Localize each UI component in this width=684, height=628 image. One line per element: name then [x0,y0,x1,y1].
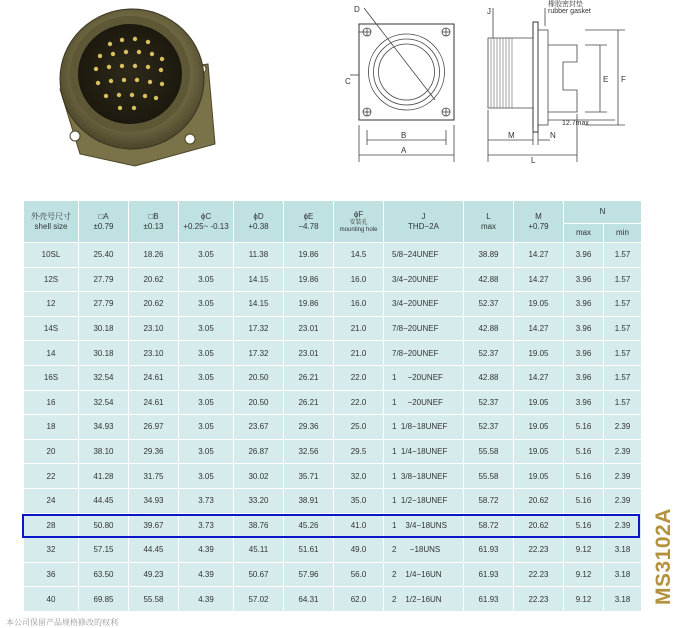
table-cell: 19.05 [514,390,564,415]
table-cell: 3.05 [179,316,234,341]
table-cell: 3.96 [564,243,604,268]
table-cell: 5.16 [564,464,604,489]
table-row [24,243,642,268]
table-cell: 52.37 [464,341,514,366]
table-cell: 26.21 [284,390,334,415]
label-f: F [621,75,626,84]
table-cell: 30.18 [79,316,129,341]
table-cell: 7/8−20UNEF [384,316,464,341]
table-cell: 55.58 [464,464,514,489]
table-cell: 2 1/4−16UN [384,562,464,587]
table-cell: 20 [24,439,79,464]
table-cell: 36 [24,562,79,587]
table-cell: 1 −20UNEF [384,390,464,415]
table-cell: 21.0 [334,341,384,366]
table-cell: 64.31 [284,587,334,612]
model-title: MS3102A [652,508,675,605]
table-cell: 27.79 [79,292,129,317]
table-cell: 1.57 [604,292,642,317]
header-shell-size: 外壳号尺寸 shell size [24,201,79,243]
table-cell: 29.36 [284,415,334,440]
table-cell: 38.91 [284,488,334,513]
table-cell: 19.86 [284,267,334,292]
table-cell: 3.96 [564,292,604,317]
table-cell: 42.88 [464,316,514,341]
table-cell: 22 [24,464,79,489]
table-cell: 35.0 [334,488,384,513]
table-cell: 16.0 [334,292,384,317]
table-cell: 1 1/4−18UNEF [384,439,464,464]
table-cell: 62.0 [334,587,384,612]
table-cell: 3/4−20UNEF [384,267,464,292]
dimension-drawing [345,0,645,168]
table-row [24,538,642,563]
table-cell: 2.39 [604,513,642,538]
table-cell: 30.02 [234,464,284,489]
table-row [24,316,642,341]
table-row [24,562,642,587]
table-cell: 16S [24,365,79,390]
table-cell: 38.89 [464,243,514,268]
table-cell: 1.57 [604,341,642,366]
table-cell: 25.40 [79,243,129,268]
table-cell: 20.62 [514,513,564,538]
label-a: A [401,146,407,155]
table-cell: 16.0 [334,267,384,292]
table-cell: 3.18 [604,562,642,587]
label-e: E [603,75,609,84]
table-row [24,415,642,440]
header-e: ϕE −4.78 [284,201,334,243]
table-cell: 50.67 [234,562,284,587]
table-cell: 17.32 [234,341,284,366]
table-cell: 44.45 [129,538,179,563]
table-cell: 41.28 [79,464,129,489]
table-cell: 1.57 [604,316,642,341]
table-cell: 19.05 [514,439,564,464]
table-cell: 32.54 [79,365,129,390]
table-cell: 5.16 [564,439,604,464]
table-cell: 19.05 [514,415,564,440]
table-cell: 22.23 [514,538,564,563]
table-cell: 19.86 [284,243,334,268]
table-cell: 34.93 [129,488,179,513]
table-cell: 57.96 [284,562,334,587]
table-cell: 19.05 [514,464,564,489]
table-cell: 61.93 [464,538,514,563]
table-cell: 61.93 [464,562,514,587]
table-cell: 4.39 [179,538,234,563]
label-m: M [508,131,515,140]
table-cell: 28 [24,513,79,538]
header-n-max: max [564,224,604,243]
table-cell: 38.76 [234,513,284,538]
header-f: ϕF 安装孔 mounting hole [334,201,384,243]
table-cell: 22.0 [334,390,384,415]
table-cell: 32.0 [334,464,384,489]
label-l: L [531,156,536,165]
table-cell: 23.10 [129,341,179,366]
table-cell: 41.0 [334,513,384,538]
table-cell: 55.58 [129,587,179,612]
header-c: ϕC +0.25~ -0.13 [179,201,234,243]
table-cell: 3.05 [179,464,234,489]
table-cell: 22.23 [514,587,564,612]
table-cell: 14.27 [514,267,564,292]
table-cell: 25.0 [334,415,384,440]
table-cell: 34.93 [79,415,129,440]
table-cell: 23.10 [129,316,179,341]
table-cell: 10SL [24,243,79,268]
table-cell: 14 [24,341,79,366]
table-cell: 45.11 [234,538,284,563]
table-cell: 56.0 [334,562,384,587]
header-m: M +0.79 [514,201,564,243]
table-cell: 24 [24,488,79,513]
label-b: B [401,131,407,140]
table-cell: 3.05 [179,415,234,440]
table-cell: 5.16 [564,488,604,513]
table-cell: 58.72 [464,488,514,513]
header-n-min: min [604,224,642,243]
table-cell: 51.61 [284,538,334,563]
table-cell: 3.18 [604,587,642,612]
table-cell: 2.39 [604,488,642,513]
table-cell: 1 3/8−18UNEF [384,464,464,489]
table-row [24,439,642,464]
table-cell: 4.39 [179,587,234,612]
table-cell: 3.73 [179,513,234,538]
table-cell: 40 [24,587,79,612]
table-cell: 33.20 [234,488,284,513]
table-cell: 3.96 [564,267,604,292]
table-cell: 49.0 [334,538,384,563]
table-cell: 14.15 [234,267,284,292]
table-cell: 3.05 [179,365,234,390]
table-cell: 3.05 [179,439,234,464]
table-cell: 5.16 [564,513,604,538]
table-cell: 52.37 [464,390,514,415]
table-cell: 22.0 [334,365,384,390]
table-cell: 27.79 [79,267,129,292]
header-l: L max [464,201,514,243]
label-n: N [550,131,556,140]
table-cell: 3.05 [179,292,234,317]
table-cell: 9.12 [564,587,604,612]
table-cell: 29.5 [334,439,384,464]
table-cell: 1 1/2−18UNEF [384,488,464,513]
header-a: □A ±0.79 [79,201,129,243]
table-cell: 1 −20UNEF [384,365,464,390]
table-cell: 38.10 [79,439,129,464]
table-cell: 9.12 [564,538,604,563]
table-row [24,267,642,292]
table-cell: 1.57 [604,243,642,268]
table-cell: 69.85 [79,587,129,612]
table-cell: 2.39 [604,439,642,464]
label-d: D [354,5,360,14]
gasket-label-en: rubber gasket [548,8,591,15]
table-cell: 4.39 [179,562,234,587]
table-cell: 18.26 [129,243,179,268]
table-cell: 1.57 [604,390,642,415]
table-cell: 26.87 [234,439,284,464]
table-cell: 31.75 [129,464,179,489]
table-cell: 16 [24,390,79,415]
header-b: □B ±0.13 [129,201,179,243]
table-cell: 1 1/8−18UNEF [384,415,464,440]
table-cell: 50.80 [79,513,129,538]
table-cell: 3.05 [179,243,234,268]
table-cell: 30.18 [79,341,129,366]
table-cell: 3.96 [564,390,604,415]
header-d: ϕD +0.38 [234,201,284,243]
table-row [24,292,642,317]
table-cell: 61.93 [464,587,514,612]
table-cell: 20.62 [129,292,179,317]
table-cell: 12 [24,292,79,317]
table-cell: 1 3/4−18UNS [384,513,464,538]
connector-photo [40,4,225,169]
table-cell: 3.05 [179,341,234,366]
table-cell: 63.50 [79,562,129,587]
table-cell: 14.27 [514,316,564,341]
table-cell: 45.26 [284,513,334,538]
table-cell: 19.86 [284,292,334,317]
table-row [24,488,642,513]
table-cell: 42.88 [464,365,514,390]
table-cell: 3.73 [179,488,234,513]
table-cell: 5.16 [564,415,604,440]
table-cell: 23.01 [284,341,334,366]
table-cell: 57.15 [79,538,129,563]
label-12-7max: 12.7max [562,120,589,127]
header-j: J THD−2A [384,201,464,243]
table-cell: 52.37 [464,292,514,317]
table-cell: 3.18 [604,538,642,563]
table-cell: 14.5 [334,243,384,268]
table-cell: 55.58 [464,439,514,464]
table-cell: 14.15 [234,292,284,317]
table-row [24,365,642,390]
table-row [24,341,642,366]
table-cell: 29.36 [129,439,179,464]
table-cell: 49.23 [129,562,179,587]
table-cell: 11.38 [234,243,284,268]
table-cell: 1.57 [604,365,642,390]
table-cell: 2.39 [604,464,642,489]
table-row [24,587,642,612]
table-cell: 39.67 [129,513,179,538]
table-cell: 22.23 [514,562,564,587]
label-j: J [487,7,491,16]
table-cell: 32 [24,538,79,563]
table-cell: 23.01 [284,316,334,341]
table-cell: 23.67 [234,415,284,440]
table-cell: 19.05 [514,292,564,317]
table-cell: 58.72 [464,513,514,538]
table-cell: 21.0 [334,316,384,341]
table-cell: 52.37 [464,415,514,440]
table-cell: 26.97 [129,415,179,440]
table-row-highlighted [24,513,642,538]
table-cell: 9.12 [564,562,604,587]
table-cell: 19.05 [514,341,564,366]
table-cell: 2.39 [604,415,642,440]
table-cell: 32.56 [284,439,334,464]
table-cell: 18 [24,415,79,440]
footnote: 本公司保留产品规格修改的权利 [6,618,118,627]
table-cell: 32.54 [79,390,129,415]
table-cell: 3.96 [564,341,604,366]
table-cell: 3.05 [179,267,234,292]
dimension-table [23,200,642,612]
table-cell: 12S [24,267,79,292]
table-cell: 2 −18UNS [384,538,464,563]
header-n: N [564,201,642,224]
label-c: C [345,77,351,86]
table-cell: 20.62 [514,488,564,513]
table-cell: 3.05 [179,390,234,415]
table-cell: 5/8−24UNEF [384,243,464,268]
table-cell: 35.71 [284,464,334,489]
table-cell: 3.96 [564,365,604,390]
table-cell: 57.02 [234,587,284,612]
table-cell: 1.57 [604,267,642,292]
table-cell: 14.27 [514,243,564,268]
table-cell: 44.45 [79,488,129,513]
table-cell: 14S [24,316,79,341]
table-cell: 2 1/2−16UN [384,587,464,612]
gasket-label-cn: 橡胶密封垫 [548,1,583,8]
table-cell: 7/8−20UNEF [384,341,464,366]
table-cell: 24.61 [129,365,179,390]
table-cell: 42.88 [464,267,514,292]
table-cell: 3/4−20UNEF [384,292,464,317]
table-cell: 20.50 [234,390,284,415]
table-cell: 20.50 [234,365,284,390]
table-cell: 14.27 [514,365,564,390]
table-cell: 3.96 [564,316,604,341]
table-cell: 24.61 [129,390,179,415]
table-row [24,390,642,415]
table-cell: 17.32 [234,316,284,341]
table-cell: 26.21 [284,365,334,390]
table-row [24,464,642,489]
table-cell: 20.62 [129,267,179,292]
